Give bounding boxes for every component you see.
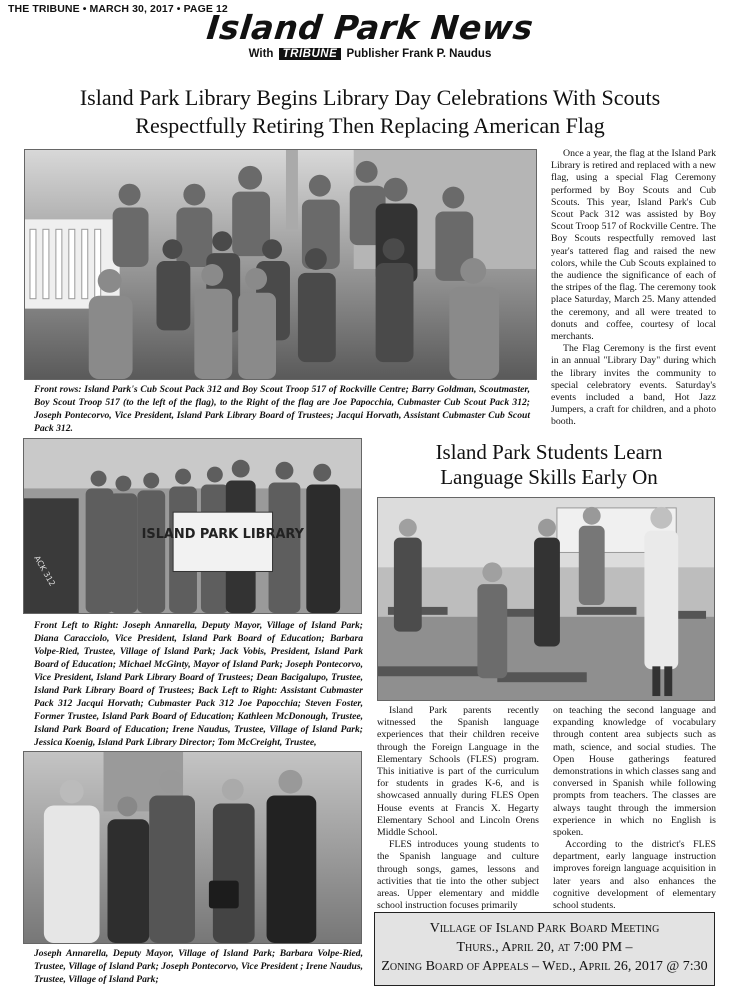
language-article-col2 [553,705,716,912]
svg-text:ACK 312: ACK 312 [32,554,57,588]
language-headline-line1: Island Park Students Learn [435,440,663,464]
board-meeting-notice [374,912,715,986]
language-article-paragraph: Island Park parents recently witnessed the Spanish language experiences that their children receive through the Foreign Language in the Elementary Schools (FLES) program. This initiative is part of the curriculum for students in grades K-6, and is showcased annually during FLES Open House events at Francis X. Hegarty Elementary School and Lincoln Orens Middle School. [377,705,539,839]
library-banner-photo [23,438,362,614]
running-head: THE TRIBUNE • MARCH 30, 2017 • PAGE 12 [8,3,228,15]
language-headline-line2: Language Skills Early On [440,465,658,489]
scouts-group-photo [24,149,537,380]
newspaper-name: Island Park News [204,8,536,47]
classroom-photo [377,497,715,701]
language-article-headline [379,440,719,490]
main-headline-line1: Island Park Library Begins Library Day Celebrations With Scouts [79,85,661,110]
tribune-logo: TRIBUNE [279,48,342,60]
language-article-continued: on teaching the second language and expanding knowledge of vocabulary through content area subjects such as math, science, and social studies. The Open House gatherings featured demonstrations in which classes sang and conversed in Spanish while following prompts from teachers. The classes are always taught through the immersion experience in which no English is spoken. [553,705,716,839]
banner-text: ISLAND PARK LIBRARY [141,526,305,542]
notice-line3: Zoning Board of Appeals – Wed., April 26, 2017 @ 7:30 [381,959,708,974]
notice-line2: Thurs., April 20, at 7:00 PM – [456,940,633,955]
publisher-name: Publisher Frank P. Naudus [346,48,492,60]
notice-line1: Village of Island Park Board Meeting [429,921,660,936]
language-article-paragraph: FLES introduces young students to the Spanish language and culture through songs, games, lessons and activities that tie into the other subject areas. Upper elementary and middle school instruction focuses primarily [377,839,539,912]
flag-article-paragraph: The Flag Ceremony is the first event in an annual "Library Day" during which the library invites the community to special celebratory events. Saturday's events included a band, Hot Jazz Jumpers, a craft for children, and a photo booth. [551,343,716,428]
language-article-col1 [377,705,539,935]
banner-photo-caption: Front Left to Right: Joseph Annarella, Deputy Mayor, Village of Island Park; Diana Caracciolo, Vice President, Island Park Board of Education; Barbara Volpe-Ried, Trustee, Village of Island Park; Jack Vobis, President, Island Park Board of Education; Michael McGinty, Mayor of Island Park; Joseph Pontecorvo, Vice President, Island Park Library Board of Trustees; Dean Bacigalupo, Trustee, Island Park Library Board of Trustees; Back Left to Right: Assistant Cubmaster Pack 312 Jacqui Horvath; Cubmaster Pack 312 Joe Papocchia; Steven Foster, Former Trustee, Island Park Board of Education; Kathleen McDonough, Trustee, Island Park Board of Education; Irene Naudus, Trustee, Village of Island Park; Jessica Koenig, Island Park Library Director; Tom McCreight, Trustee, [34,620,363,748]
with-label: With [248,48,274,60]
officials-photo [23,751,362,944]
publisher-line [195,48,545,60]
main-headline-line2: Respectfully Retiring Then Replacing American Flag [135,113,605,138]
flag-article-body [551,148,716,429]
flag-article-paragraph: Once a year, the flag at the Island Park Library is retired and replaced with a new flag, using a special Flag Ceremony performed by Boy Scouts and Cub Scouts. This year, Island Park's Cub Scout Pack 312 was assisted by Boy Scout Troop 517 of Rockville Centre. The Boy Scouts respectfully removed last year's tattered flag and raised the new colors, while the Cub Scouts explained to the audience the significance of each of the stripes of the flag. The ceremony took place Saturday, March 25. Many attended the ceremony, and all were treated to donuts and coffee, courtesy of local merchants. [551,148,716,343]
masthead [195,9,545,60]
scouts-photo-caption: Front rows: Island Park's Cub Scout Pack 312 and Boy Scout Troop 517 of Rockville Centre; Barry Goldman, Scoutmaster, Boy Scout Troop 517 (to the left of the flag), to the Right of the flag are Joe Papocchia, Cubmaster Cub Scout Pack 312; Joseph Pontecorvo, Vice President, Island Park Library Board of Trustees; Jacqui Horvath, Assistant Cubmaster Cub Scout Pack 312. [34,384,530,434]
main-headline [20,84,720,140]
language-article-paragraph: According to the district's FLES department, early language instruction improves foreign language acquisition in later years and also enhances the cognitive development of elementary school students. [553,839,716,912]
officials-photo-caption: Joseph Annarella, Deputy Mayor, Village of Island Park; Barbara Volpe-Ried, Trustee, Village of Island Park; Joseph Pontecorvo, Vice President ; Irene Naudus, Trustee, Village of Island Park; [34,948,363,985]
